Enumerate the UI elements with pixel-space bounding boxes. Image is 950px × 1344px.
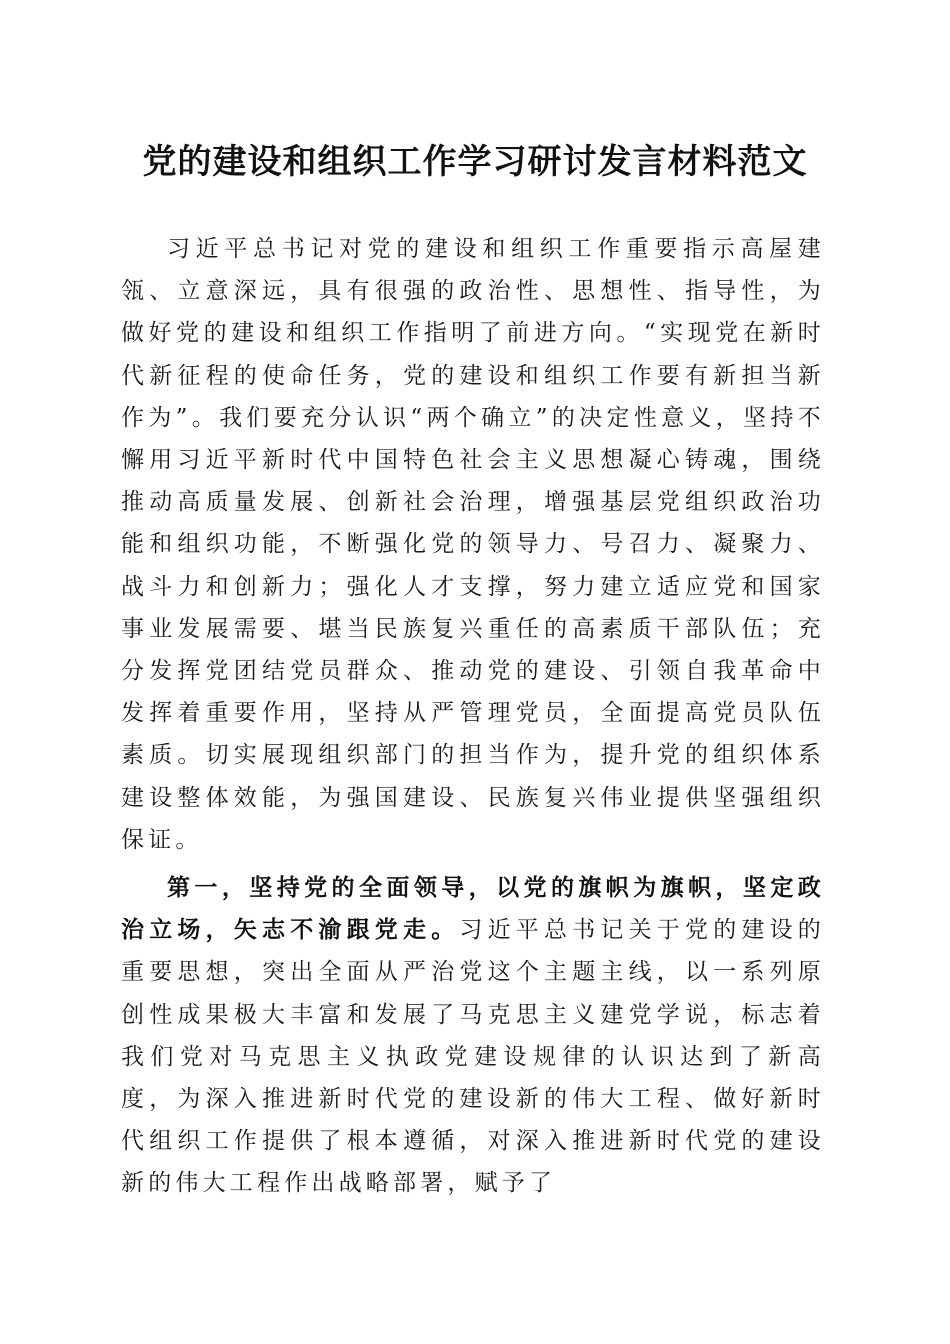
paragraph-intro (121, 228, 825, 861)
paragraph-intro-text: 习近平总书记对党的建设和组织工作重要指示高屋建瓴、立意深远，具有很强的政治性、思想性、指导性，为做好党的建设和组织工作指明了前进方向。“实现党在新时代新征程的使命任务，党的建设和组织工作要有新担当新作为”。我们要充分认识“两个确立”的决定性意义，坚持不懈用习近平新时代中国特色社会主义思想凝心铸魂，围绕推动高质量发展、创新社会治理，增强基层党组织政治功能和组织功能，不断强化党的领导力、号召力、凝聚力、战斗力和创新力；强化人才支撑，努力建立适应党和国家事业发展需要、堪当民族复兴重任的高素质干部队伍；充分发挥党团结党员群众、推动党的建设、引领自我革命中发挥着重要作用，坚持从严管理党员，全面提高党员队伍素质。切实展现组织部门的担当作为，提升党的组织体系建设整体效能，为强国建设、民族复兴伟业提供坚强组织保证。 (121, 236, 825, 853)
paragraph-first-point (121, 867, 825, 1205)
paragraph-first-point-text: 习近平总书记关于党的建设的重要思想，突出全面从严治党这个主题主线，以一系列原创性成果极大丰富和发展了马克思主义建党学说，标志着我们党对马克思主义执政党建设规律的认识达到了新高度，为深入推进新时代党的建设新的伟大工程、做好新时代组织工作提供了根本遵循，对深入推进新时代党的建设新的伟大工程作出战略部署，赋予了 (121, 917, 825, 1197)
document-title: 党的建设和组织工作学习研讨发言材料范文 (142, 142, 808, 182)
paragraph-first-point-lead: 第一，坚持党的全面领导，以党的旗帜为旗帜，坚定政治立场，矢志不渝跟党走。 (121, 874, 825, 944)
document-body (121, 228, 825, 1205)
